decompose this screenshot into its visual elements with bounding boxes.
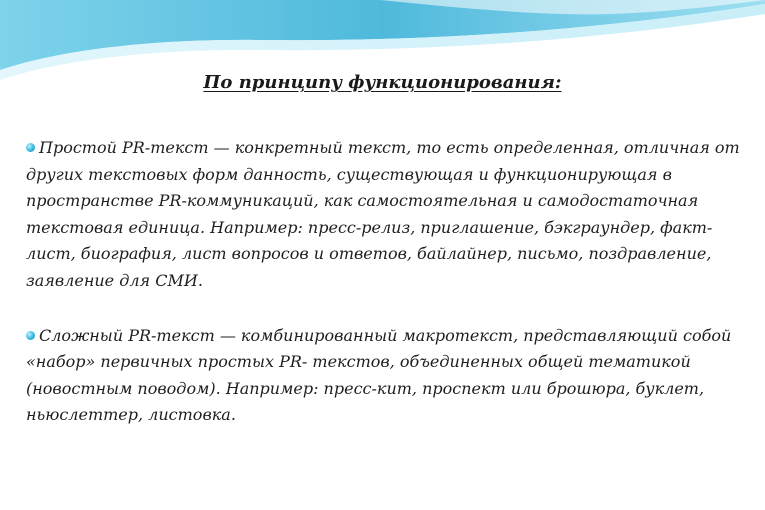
bullet-item-complex-pr-text xyxy=(26,323,740,429)
bullet-text: Сложный PR-текст — комбинированный макротекст, представляющий собой «набор» первичных простых PR- текстов, объединенных общей тематикой (новостным поводом). Например: пресс-кит, проспект или брошюра, буклет, ньюслеттер, листовка. xyxy=(26,325,732,425)
bullet-dot-icon xyxy=(26,331,35,340)
bullet-dot-icon xyxy=(26,143,35,152)
header-wave-decoration xyxy=(0,0,765,80)
bullet-text: Простой PR-текст — конкретный текст, то есть определенная, отличная от других текстовых форм данность, существующая и функционирующая в пространстве PR-коммуникаций, как самостоятельная и самодостаточная текстовая единица. Например: пресс-релиз, приглашение, бэкграундер, факт-лист, биография, лист вопросов и ответов, байлайнер, письмо, поздравление, заявление для СМИ. xyxy=(26,138,740,290)
bullet-item-simple-pr-text xyxy=(26,135,740,295)
slide-title: По принципу функционирования: xyxy=(203,72,562,93)
bullet-list xyxy=(26,135,740,457)
